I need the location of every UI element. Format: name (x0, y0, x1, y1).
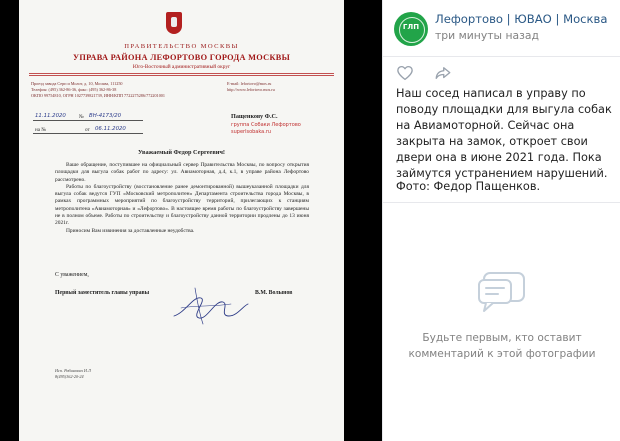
moscow-coat-of-arms-icon (166, 12, 182, 34)
reference-date: 06.11.2020 (95, 126, 126, 132)
avatar-text: ГЛП (402, 23, 420, 31)
address-line: Проезд завода Серп и Молот, д. 10, Москва, 111250 (31, 81, 123, 86)
address-line: Телефон: (495) 362-86-36, факс: (495) 362-86-38 (31, 87, 117, 92)
share-arrow-icon[interactable] (434, 64, 452, 82)
community-avatar[interactable] (394, 12, 428, 46)
letterhead-divider (29, 75, 334, 76)
letter-body (55, 162, 309, 235)
letterhead-department: УПРАВА РАЙОНА ЛЕФОРТОВО ГОРОДА МОСКВЫ (72, 53, 291, 62)
reference-from-label: от (85, 127, 90, 133)
letter-paragraph: Работы по благоустройству (восстановление ранее демонтированной) вышеуказанной площадки для выгула собак ведутся ГУП «Московский метрополитен» Департамента строительства города Москвы, в рамках программных мероприятий по благоустройству территорий, прилегающих к станциям метрополитена «Авиамоторная» и «Лефортово». В настоящее время работы по благоустройству завершены не в полном объеме. Работы по строительству и благоустройству данной территории продлены до 13 июня 2021г. (55, 183, 309, 227)
letter-closing: С уважением, (55, 272, 89, 278)
address-line: ОКПО 99754810, ОГРН 1027739821739, ИНН/КПП 7722275286/772201001 (31, 93, 165, 98)
outgoing-number: ВН-4173/20 (89, 113, 122, 119)
recipient-email: superlsobaka.ru (231, 129, 272, 135)
post-panel (382, 0, 620, 441)
handwritten-signature (171, 286, 251, 326)
empty-comments-text: Будьте первым, кто оставит комментарий к этой фотографии (408, 332, 596, 360)
post-time[interactable]: три минуты назад (435, 29, 539, 42)
letterhead-district: Юго-Восточный административный округ (132, 64, 231, 70)
email-line: E-mail: lefortovo@mos.ru (227, 81, 272, 86)
signer-title: Первый заместитель главы управы (55, 290, 150, 296)
underline (33, 133, 143, 134)
letter-paragraph: Приносим Вам извинения за доставленные неудобства. (66, 227, 195, 234)
letter-paragraph: Ваше обращение, поступившее на официальный сервер Правительства Москвы, по вопросу открытия площадки для выгула собак работ по адресу: ул. Авиамоторная, д.4, к.1, в управе района Лефортово рассмотрено. (55, 162, 309, 183)
comments-divider (383, 202, 620, 203)
recipient-name: Пащенкову Ф.С. (231, 113, 278, 120)
heart-icon[interactable] (396, 64, 414, 82)
outgoing-date: 11.11.2020 (35, 113, 66, 119)
website-line: http://www.lefortovo.mos.ru (227, 87, 275, 92)
speech-bubble-icon (476, 270, 528, 314)
post-text: Наш сосед написал в управу по поводу площадки для выгула собак на Авиамоторной. Сейчас она закрыта на замок, откроет свои двери она в июне 2021 года. Пока займутся устранением нарушений. (396, 87, 612, 180)
letterhead-government: ПРАВИТЕЛЬСТВО МОСКВЫ (124, 43, 239, 50)
signer-name: В.М. Волынов (255, 290, 293, 296)
letterhead-divider (29, 73, 334, 74)
header-divider (383, 56, 620, 57)
photo-credit: Фото: Федор Пащенков. (396, 180, 541, 193)
letter-greeting: Уважаемый Федор Сергеевич! (137, 149, 226, 156)
community-name-link[interactable]: Лефортово | ЮВАО | Москва (435, 12, 608, 26)
executor-name: Исп. Рабинович И.Л (55, 368, 91, 373)
reference-label: на № (35, 127, 47, 133)
document-photo[interactable] (19, 0, 344, 441)
underline (33, 120, 143, 121)
recipient-group: группа Собаки Лефортово (231, 122, 301, 128)
number-sign: № (79, 114, 84, 120)
executor-phone: 8(495)362-20-24 (55, 374, 84, 379)
